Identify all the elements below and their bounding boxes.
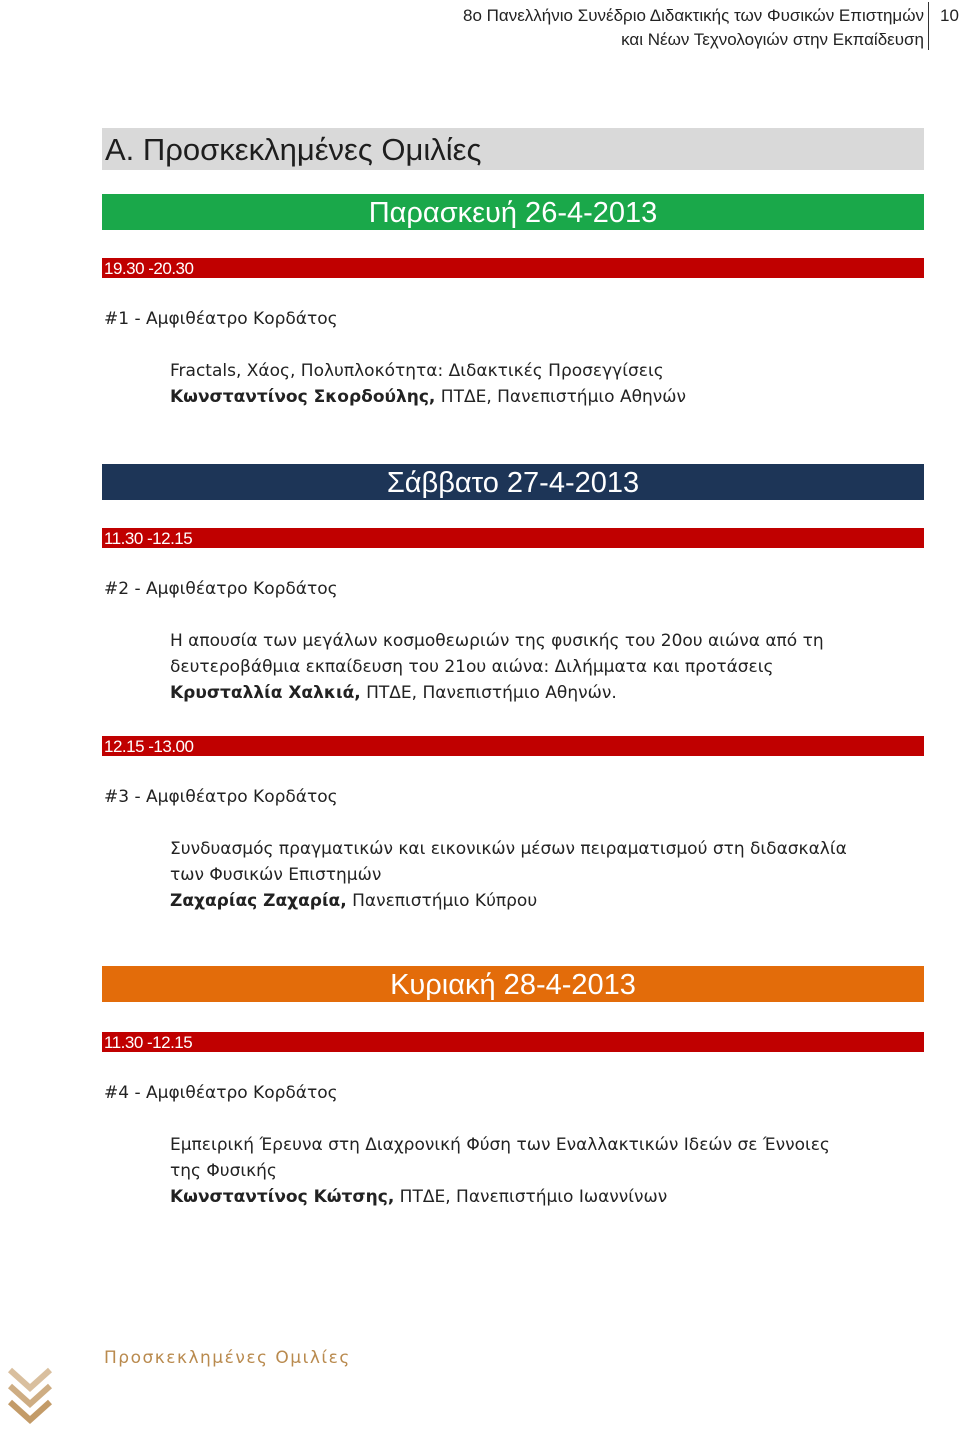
talk-title-line: Εμπειρική Έρευνα στη Διαχρονική Φύση των Εναλλακτικών Ιδεών σε Έννοιες [170,1135,830,1155]
speaker-affiliation: ΠΤΔΕ, Πανεπιστήμιο Ιωαννίνων [394,1187,668,1207]
header-line-1: 8ο Πανελλήνιο Συνέδριο Διδακτικής των Φυσικών Επιστημών [462,6,924,25]
speaker-affiliation: ΠΤΔΕ, Πανεπιστήμιο Αθηνών. [360,683,617,703]
time-bar-1: 19.30 -20.30 [102,258,924,278]
day-bar-sunday: Κυριακή 28-4-2013 [102,966,924,1002]
time-bar-3: 12.15 -13.00 [102,736,924,756]
page-number: 10 [940,6,959,25]
talk-speaker-line [170,384,922,410]
speaker-name: Ζαχαρίας Ζαχαρία, [170,891,347,911]
talk-2 [170,628,922,706]
time-bar-2: 11.30 -12.15 [102,528,924,548]
double-chevron-down-icon [6,1366,54,1432]
speaker-affiliation: Πανεπιστήμιο Κύπρου [346,891,538,911]
speaker-affiliation: ΠΤΔΕ, Πανεπιστήμιο Αθηνών [435,387,686,407]
talk-title-line: Συνδυασμός πραγματικών και εικονικών μέσων πειραματισμού στη διδασκαλία [170,839,847,859]
talk-title-line: των Φυσικών Επιστημών [170,865,382,885]
talk-speaker-line [170,680,922,706]
session-label-3: #3 - Αμφιθέατρο Κορδάτος [104,787,338,807]
talk-speaker-line [170,888,922,914]
header-divider [928,2,929,50]
talk-title-line: της Φυσικής [170,1161,277,1181]
running-header [463,4,924,52]
section-title: Α. Προσκεκλημένες Ομιλίες [102,128,924,170]
footer-text: Προσκεκλημένες Ομιλίες [104,1348,351,1368]
session-label-4: #4 - Αμφιθέατρο Κορδάτος [104,1083,338,1103]
session-label-2: #2 - Αμφιθέατρο Κορδάτος [104,579,338,599]
talk-4 [170,1132,922,1210]
talk-title-line: Fractals, Χάος, Πολυπλοκότητα: Διδακτικές Προσεγγίσεις [170,361,664,381]
speaker-name: Κωνσταντίνος Σκορδούλης, [170,387,436,407]
talk-title-line: δευτεροβάθμια εκπαίδευση του 21ου αιώνα: Διλήμματα και προτάσεις [170,657,774,677]
talk-3 [170,836,922,914]
day-bar-friday: Παρασκευή 26-4-2013 [102,194,924,230]
time-bar-4: 11.30 -12.15 [102,1032,924,1052]
talk-1 [170,358,922,410]
talk-title-line: Η απουσία των μεγάλων κοσμοθεωριών της φυσικής του 20ου αιώνα από τη [170,631,824,651]
speaker-name: Κρυσταλλία Χαλκιά, [170,683,361,703]
day-bar-saturday: Σάββατο 27-4-2013 [102,464,924,500]
header-line-2: και Νέων Τεχνολογιών στην Εκπαίδευση [621,30,924,49]
speaker-name: Κωνσταντίνος Κώτσης, [170,1187,395,1207]
session-label-1: #1 - Αμφιθέατρο Κορδάτος [104,309,338,329]
talk-speaker-line [170,1184,922,1210]
